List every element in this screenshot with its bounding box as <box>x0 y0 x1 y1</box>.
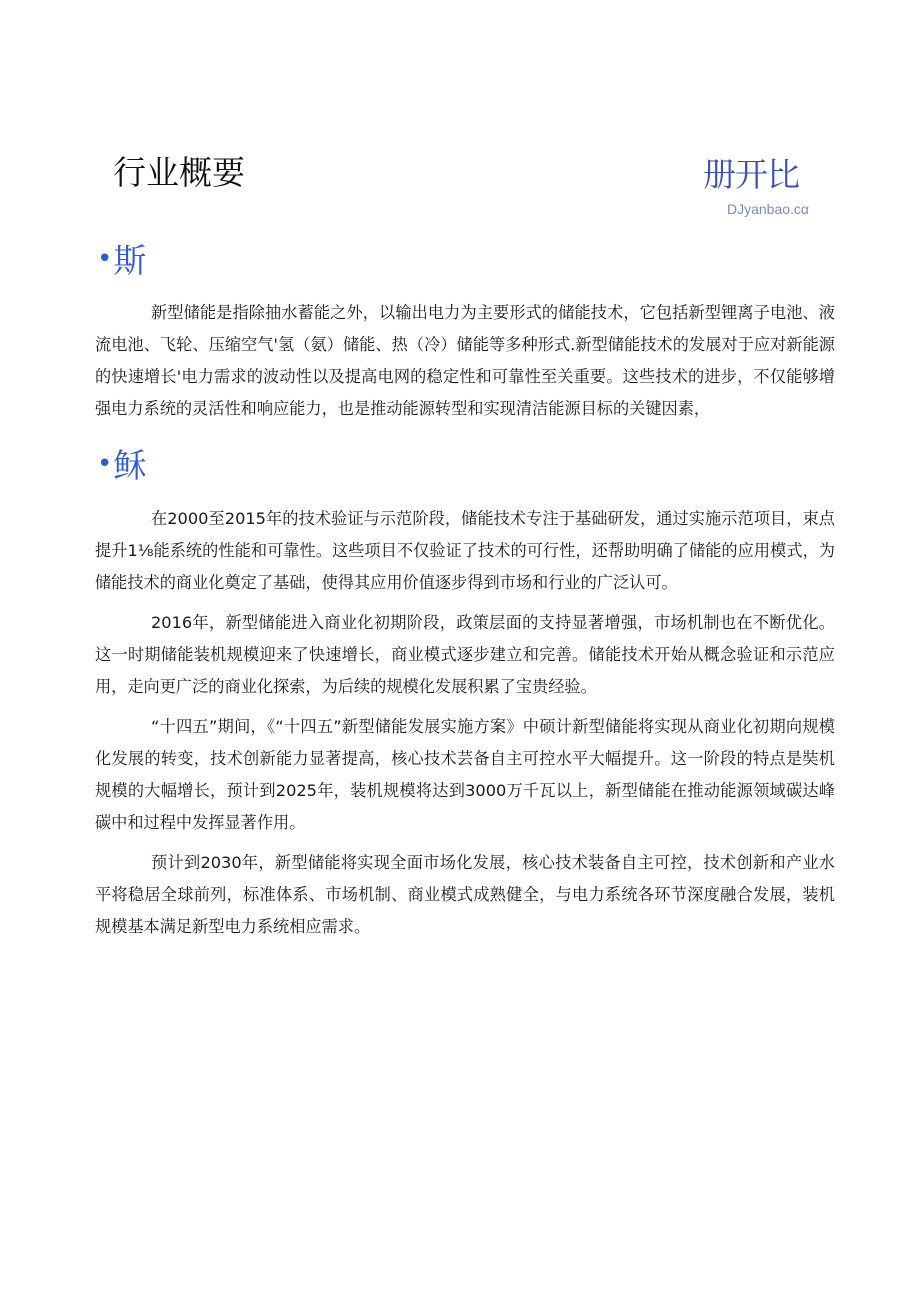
paragraph: 新型储能是指除抽水蓄能之外，以输出电力为主要形式的储能技术，它包括新型锂离子电池、液流电池、飞轮、压缩空气'氢（氨）储能、热（冷）储能等多种形式.新型储能技术的发展对于应对新能源的快速增长'电力需求的波动性以及提高电网的稳定性和可靠性至关重要。这些技术的进步，不仅能够增强电力系统的灵活性和响应能力，也是推动能源转型和实现清洁能源目标的关键因素， <box>95 303 835 418</box>
section-2-body <box>95 503 835 943</box>
bullet-icon: • <box>97 449 113 479</box>
paragraph: 2016年，新型储能进入商业化初期阶段，政策层面的支持显著增强，市场机制也在不断优化。这一时期储能装机规模迎来了快速增长，商业模式逐步建立和完善。储能技术开始从概念验证和示范应用，走向更广泛的商业化探索，为后续的规模化发展积累了宝贵经验。 <box>95 613 835 696</box>
paragraph: 预计到2030年，新型储能将实现全面市场化发展，核心技术装备自主可控，技术创新和产业水平将稳居全球前列，标准体系、市场机制、商业模式成熟健全，与电力系统各环节深度融合发展，装机规模基本满足新型电力系统相应需求。 <box>95 853 835 936</box>
bullet-icon: • <box>97 244 113 274</box>
section-heading-2-text: 稣 <box>113 446 147 485</box>
section-1-body <box>95 297 835 425</box>
brand-site-url: DJyanbao.cα <box>727 201 810 217</box>
paragraph: “十四五”期间，《“十四五”新型储能发展实施方案》中硕计新型储能将实现从商业化初期向规模化发展的转变，技术创新能力显著提高，核心技术芸备自主可控水平大幅提升。这一阶段的特点是奘机规模的大幅增长，预计到2025年，装机规模将达到3000万千瓦以上，新型储能在推动能源领域碳达峰碳中和过程中发挥显著作用。 <box>95 717 835 832</box>
brand-logo: 册开比 <box>703 155 799 194</box>
section-heading-1-text: 斯 <box>113 241 147 280</box>
page-title: 行业概要 <box>113 153 245 192</box>
section-heading-2 <box>97 446 146 486</box>
section-heading-1 <box>97 241 146 281</box>
paragraph: 在2000至2015年的技术验证与示范阶段，储能技术专注于基础研发，通过实施示范项目，束点提升1⅛能系统的性能和可靠性。这些项目不仅验证了技术的可行性，还帮助明确了储能的应用模式，为储能技术的商业化奠定了基础，使得其应用价值逐步得到市场和行业的广泛认可。 <box>95 509 835 592</box>
